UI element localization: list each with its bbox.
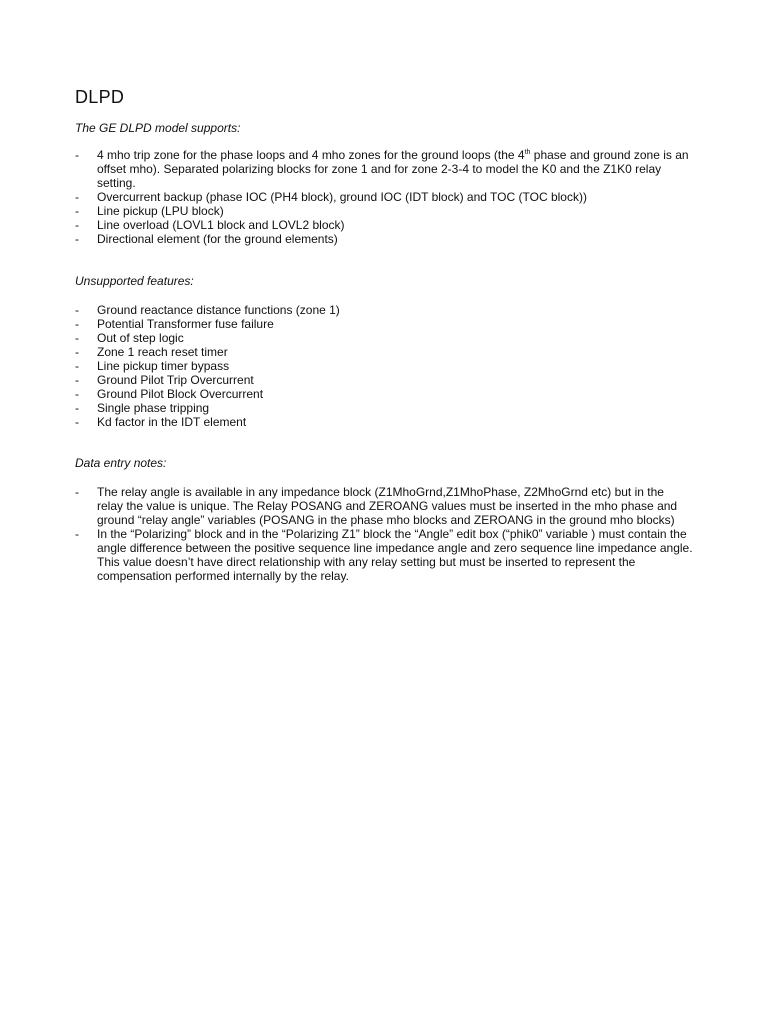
unsupported-heading: Unsupported features:	[75, 274, 194, 288]
bullet-dash: -	[75, 387, 79, 401]
list-item	[75, 485, 693, 527]
bullet-dash: -	[75, 190, 79, 204]
bullet-dash: -	[75, 373, 79, 387]
list-item	[75, 527, 693, 583]
list-item-text: Directional element (for the ground elements)	[97, 232, 338, 246]
bullet-dash: -	[75, 345, 79, 359]
list-item	[75, 204, 700, 218]
list-item-text: phase and ground zone is an offset mho). Separated polarizing blocks for zone 1 and for zone 2-3-4 to model the K0 and the Z1K0 relay setting.	[97, 148, 689, 190]
list-item-text: Line pickup timer bypass	[97, 359, 230, 373]
list-item	[75, 359, 700, 373]
list-item	[75, 387, 700, 401]
list-item	[75, 331, 700, 345]
list-item	[75, 401, 700, 415]
bullet-dash: -	[75, 148, 79, 162]
unsupported-list	[75, 303, 700, 429]
bullet-dash: -	[75, 485, 79, 499]
bullet-dash: -	[75, 401, 79, 415]
list-item-text: Zone 1 reach reset timer	[97, 345, 228, 359]
list-item	[75, 190, 700, 204]
list-item-text: Line overload (LOVL1 block and LOVL2 block)	[97, 218, 345, 232]
document-title: DLPD	[75, 87, 125, 107]
notes-list	[75, 485, 693, 583]
list-item-text: Out of step logic	[97, 331, 184, 345]
superscript: th	[524, 149, 531, 156]
list-item-text: In the “Polarizing” block and in the “Polarizing Z1” block the “Angle” edit box (“phik0” variable ) must contain the angle difference between the positive sequence line impedance angle and zero sequence line impedance angle. This value doesn’t have direct relationship with any relay setting but must be inserted to represent the compensation performed internally by the relay.	[97, 527, 693, 583]
bullet-dash: -	[75, 232, 79, 246]
list-item	[75, 148, 700, 190]
bullet-dash: -	[75, 303, 79, 317]
list-item-text: 4 mho trip zone for the phase loops and 4 mho zones for the ground loops (the 4	[97, 148, 525, 162]
list-item	[75, 373, 700, 387]
bullet-dash: -	[75, 204, 79, 218]
list-item-text: Single phase tripping	[97, 401, 210, 415]
list-item	[75, 218, 700, 232]
notes-heading: Data entry notes:	[75, 456, 167, 470]
bullet-dash: -	[75, 527, 79, 541]
list-item-text: Potential Transformer fuse failure	[97, 317, 274, 331]
bullet-dash: -	[75, 317, 79, 331]
list-item-text: Ground reactance distance functions (zone 1)	[97, 303, 340, 317]
list-item-text: Ground Pilot Block Overcurrent	[97, 387, 264, 401]
list-item-text: Line pickup (LPU block)	[97, 204, 224, 218]
bullet-dash: -	[75, 218, 79, 232]
list-item-text: The relay angle is available in any impedance block (Z1MhoGrnd,Z1MhoPhase, Z2MhoGrnd etc) but in the relay the value is unique. The Relay POSANG and ZEROANG values must be inserted in the mho phase and ground “relay angle” variables (POSANG in the phase mho blocks and ZEROANG in the ground mho blocks)	[97, 485, 678, 527]
list-item	[75, 415, 700, 429]
bullet-dash: -	[75, 331, 79, 345]
supports-heading: The GE DLPD model supports:	[75, 121, 241, 135]
list-item-text: Overcurrent backup (phase IOC (PH4 block), ground IOC (IDT block) and TOC (TOC block))	[97, 190, 587, 204]
bullet-dash: -	[75, 415, 79, 429]
supports-list	[75, 148, 700, 246]
list-item-text: Kd factor in the IDT element	[97, 415, 247, 429]
list-item	[75, 317, 700, 331]
bullet-dash: -	[75, 359, 79, 373]
list-item	[75, 303, 700, 317]
list-item	[75, 232, 700, 246]
list-item-text: Ground Pilot Trip Overcurrent	[97, 373, 254, 387]
list-item	[75, 345, 700, 359]
